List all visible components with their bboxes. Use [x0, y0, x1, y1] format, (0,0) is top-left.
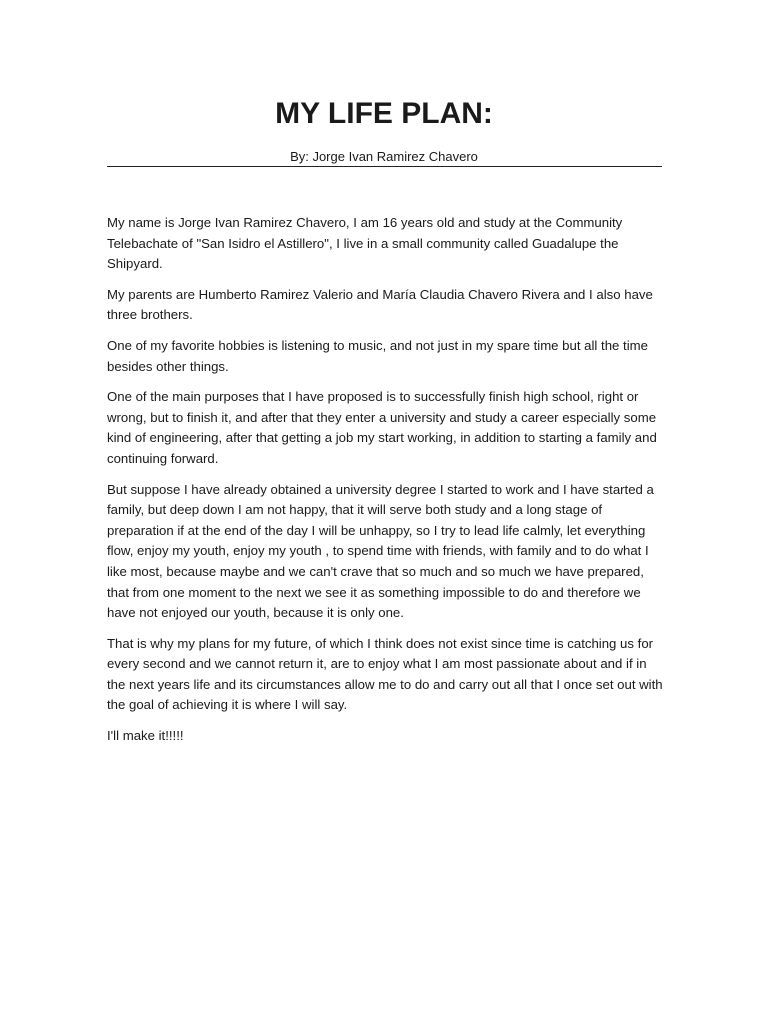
paragraph-reflection: But suppose I have already obtained a university degree I started to work and I have started a family, but deep down I am not happy, that it will serve both study and a long stage of preparation if at the end of the day I will be unhappy, so I try to lead life calmly, let everything flow, enjoy my youth, enjoy my youth , to spend time with friends, with family and to do what I like most, because maybe and we can't crave that so much and so much we have prepared, that from one moment to the next we see it as something impossible to do and therefore we have not enjoyed our youth, because it is only one. — [107, 481, 654, 621]
page-title: MY LIFE PLAN: — [275, 97, 493, 130]
document-body — [107, 213, 667, 757]
paragraph-hobbies: One of my favorite hobbies is listening to music, and not just in my spare time but all the time besides other things. — [107, 337, 648, 374]
author-byline: By: Jorge Ivan Ramirez Chavero — [290, 149, 478, 164]
paragraph-introduction: My name is Jorge Ivan Ramirez Chavero, I am 16 years old and study at the Community Telebachate of "San Isidro el Astillero", I live in a small community called Guadalupe the Shipyard. — [107, 215, 623, 272]
title-divider — [107, 166, 662, 167]
paragraph-future-plans: That is why my plans for my future, of which I think does not exist since time is catching us for every second and we cannot return it, are to enjoy what I am most passionate about and if in the next years life and its circumstances allow me to do and carry out all that I once set out with the goal of achieving it is where I will say. — [107, 635, 663, 713]
paragraph-purposes: One of the main purposes that I have proposed is to successfully finish high school, right or wrong, but to finish it, and after that they enter a university and study a career especially some kind of engineering, after that getting a job my start working, in addition to starting a family and continuing forward. — [107, 389, 657, 466]
paragraph-closing: I'll make it!!!!! — [107, 728, 184, 744]
paragraph-family: My parents are Humberto Ramirez Valerio and María Claudia Chavero Rivera and I also have three brothers. — [107, 286, 653, 323]
